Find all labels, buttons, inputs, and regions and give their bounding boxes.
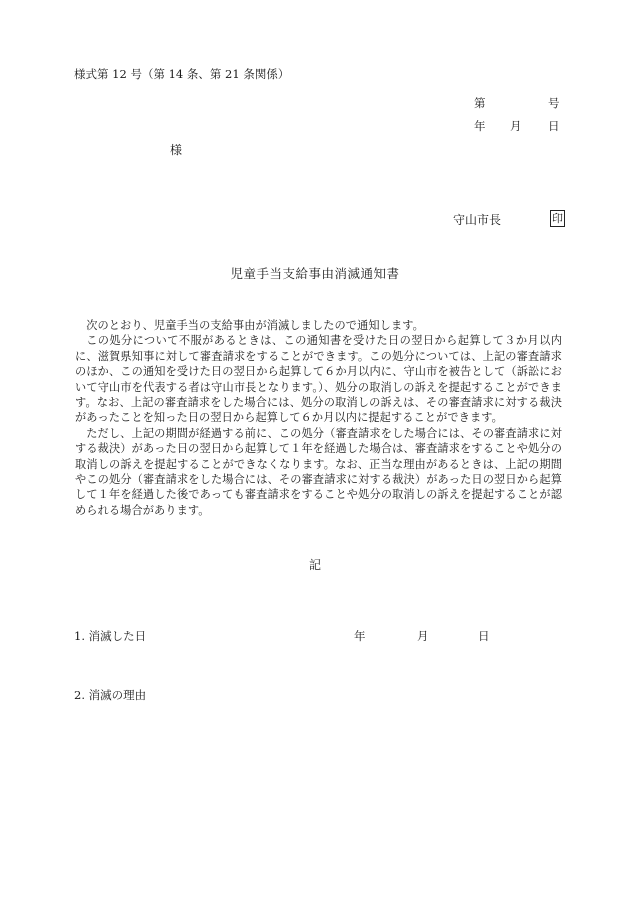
item2-label: 2. 消滅の理由 xyxy=(74,688,147,702)
item-extinction-date xyxy=(74,628,494,644)
ref-dai-label: 第 xyxy=(474,96,486,110)
document-title: 児童手当支給事由消滅通知書 xyxy=(230,266,400,281)
issuer-name: 守山市長 xyxy=(453,213,502,227)
body-paragraph-3: ただし、上記の期間が経過する前に、この処分（審査請求をした場合には、その審査請求に対する裁決）があった日の翌日から起算して１年を経過した場合は、審査請求をすることや処分の取消しの訴えを提起することができなくなります。なお、正当な理由があるときは、上記の期間やこの処分（審査請求をした場合には、その審査請求に対する裁決）があった日の翌日から起算して１年を経過した後であっても審査請求をすることや処分の取消しの訴えを提起することが認められる場合があります。 xyxy=(75,426,562,517)
addressee-suffix: 様 xyxy=(170,143,183,157)
date-month-label: 月 xyxy=(510,119,522,133)
ki-heading: 記 xyxy=(308,558,321,572)
date-day-label: 日 xyxy=(548,119,560,133)
body-paragraph-1: 次のとおり、児童手当の支給事由が消滅しましたので通知します。 xyxy=(86,319,424,332)
item1-label: 1. 消滅した日 xyxy=(74,629,147,643)
date-year-label: 年 xyxy=(474,119,486,133)
seal-mark: 印 xyxy=(552,212,563,225)
form-number: 様式第 12 号（第 14 条、第 21 条関係） xyxy=(74,67,290,81)
body-paragraph-2: この処分について不服があるときは、この通知書を受けた日の翌日から起算して３か月以内に、滋賀県知事に対して審査請求をすることができます。この処分については、上記の審査請求のほか、この通知を受けた日の翌日から起算して６か月以内に、守山市を被告として（訴訟において守山市を代表する者は守山市長となります。）、処分の取消しの訴えを提起することができます。なお、上記の審査請求をした場合には、処分の取消しの訴えは、その審査請求に対する裁決があったことを知った日の翌日から起算して６か月以内に提起することができます。 xyxy=(75,334,562,425)
item1-month-label: 月 xyxy=(417,629,429,643)
ref-go-label: 号 xyxy=(548,96,560,110)
issue-date-line xyxy=(474,118,564,134)
item1-year-label: 年 xyxy=(354,629,366,643)
notice-body xyxy=(75,318,562,518)
item1-day-label: 日 xyxy=(478,629,490,643)
